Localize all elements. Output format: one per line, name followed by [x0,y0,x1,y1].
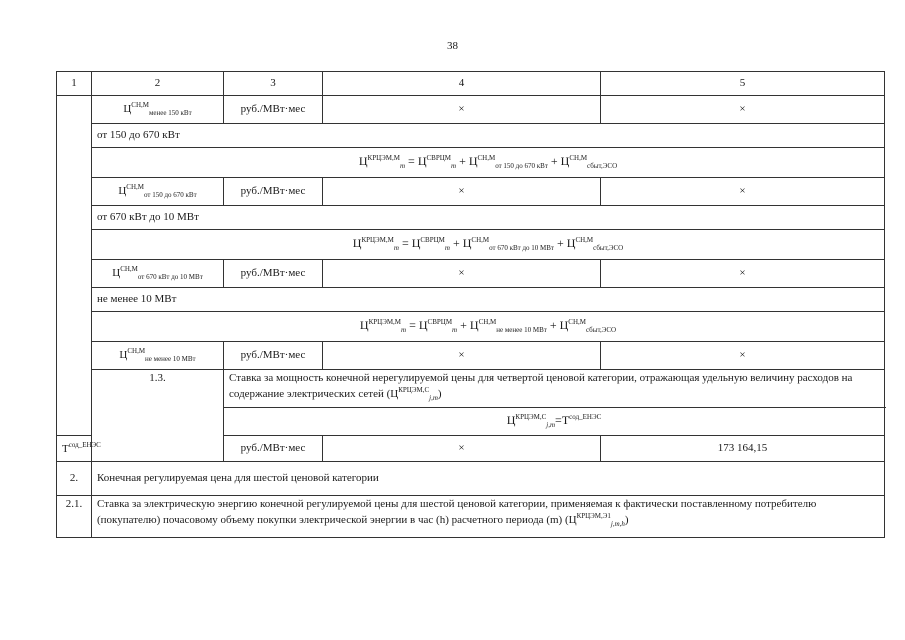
band-label: не менее 10 МВт [92,288,885,312]
table-header-row [57,72,885,96]
table-row [57,288,885,312]
formula: $Ц^{КРЦЭМ,С}_{j,m}=Т^{сод\_ЕНЭС}$ [224,408,885,436]
section-number: 1.3. [92,370,224,462]
formula: $Ц^{КРЦЭМ,М}_m = Ц^{СВРЦМ}_m + Ц^{СН,М}_{от 670 кВт до 10 МВт} + Ц^{СН,М}_{сбыт,ЭСО}$ [92,230,885,260]
unit-cell: руб./МВт·мес [224,96,323,124]
cross-cell: × [323,436,601,462]
band-label: от 150 до 670 кВт [92,124,885,148]
section-row [57,462,885,496]
col-header-1: 1 [57,72,92,96]
cross-cell: × [323,96,601,124]
formula: $Ц^{КРЦЭМ,М}_m = Ц^{СВРЦМ}_m + Ц^{СН,М}_{не менее 10 МВт} + Ц^{СН,М}_{сбыт,ЭСО}$ [92,312,885,342]
unit-cell: руб./МВт·мес [224,436,323,462]
rate-symbol: $Ц^{СН,М}_{менее 150 кВт}$ [92,96,224,124]
cross-cell: × [601,342,885,370]
page-number: 38 [447,40,458,52]
rate-symbol: $Ц^{СН,М}_{от 670 кВт до 10 МВт}$ [92,260,224,288]
unit-cell: руб./МВт·мес [224,342,323,370]
table-row [57,206,885,230]
table-row [57,342,885,370]
table-row [57,260,885,288]
unit-cell: руб./МВт·мес [224,260,323,288]
table-row [57,124,885,148]
cross-cell: × [323,178,601,206]
tariff-table [56,71,885,538]
section-number: 2. [57,462,92,496]
cross-cell: × [323,260,601,288]
formula-row [57,148,885,178]
row-number-empty [57,96,92,436]
band-label: от 670 кВт до 10 МВт [92,206,885,230]
section-number: 2.1. [57,496,92,538]
formula-row [57,312,885,342]
formula: $Ц^{КРЦЭМ,М}_m = Ц^{СВРЦМ}_m + Ц^{СН,М}_{от 150 до 670 кВт} + Ц^{СН,М}_{сбыт,ЭСО}$ [92,148,885,178]
cross-cell: × [601,260,885,288]
section-row [57,370,885,408]
col-header-2: 2 [92,72,224,96]
cross-cell: × [601,96,885,124]
col-header-4: 4 [323,72,601,96]
cross-cell: × [601,178,885,206]
formula-row [57,230,885,260]
unit-cell: руб./МВт·мес [224,178,323,206]
section-text: Ставка за электрическую энергию конечной регулируемой цены для шестой ценовой категории, применяемая к фактически поставленному потребителю (покупателю) почасовому объему покупки электрической энергии в час (h) расчетного периода (m) $(Ц^{КРЦЭМ,Э1}_{j,m,h})$ [92,496,885,538]
rate-symbol: $Т^{сод\_ЕНЭС}$ [57,436,92,462]
col-header-3: 3 [224,72,323,96]
cross-cell: × [323,342,601,370]
section-row [57,496,885,538]
rate-symbol: $Ц^{СН,М}_{не менее 10 МВт}$ [92,342,224,370]
section-text: Ставка за мощность конечной нерегулируемой цены для четвертой ценовой категории, отражающая удельную величину расходов на содержание электрических сетей $(Ц^{КРЦЭМ,С}_{j,m})$ [224,370,885,408]
rate-symbol: $Ц^{СН,М}_{от 150 до 670 кВт}$ [92,178,224,206]
section-text: Конечная регулируемая цена для шестой ценовой категории [92,462,885,496]
table-row [57,96,885,124]
table-row [57,178,885,206]
value-cell: 173 164,15 [601,436,885,462]
col-header-5: 5 [601,72,885,96]
